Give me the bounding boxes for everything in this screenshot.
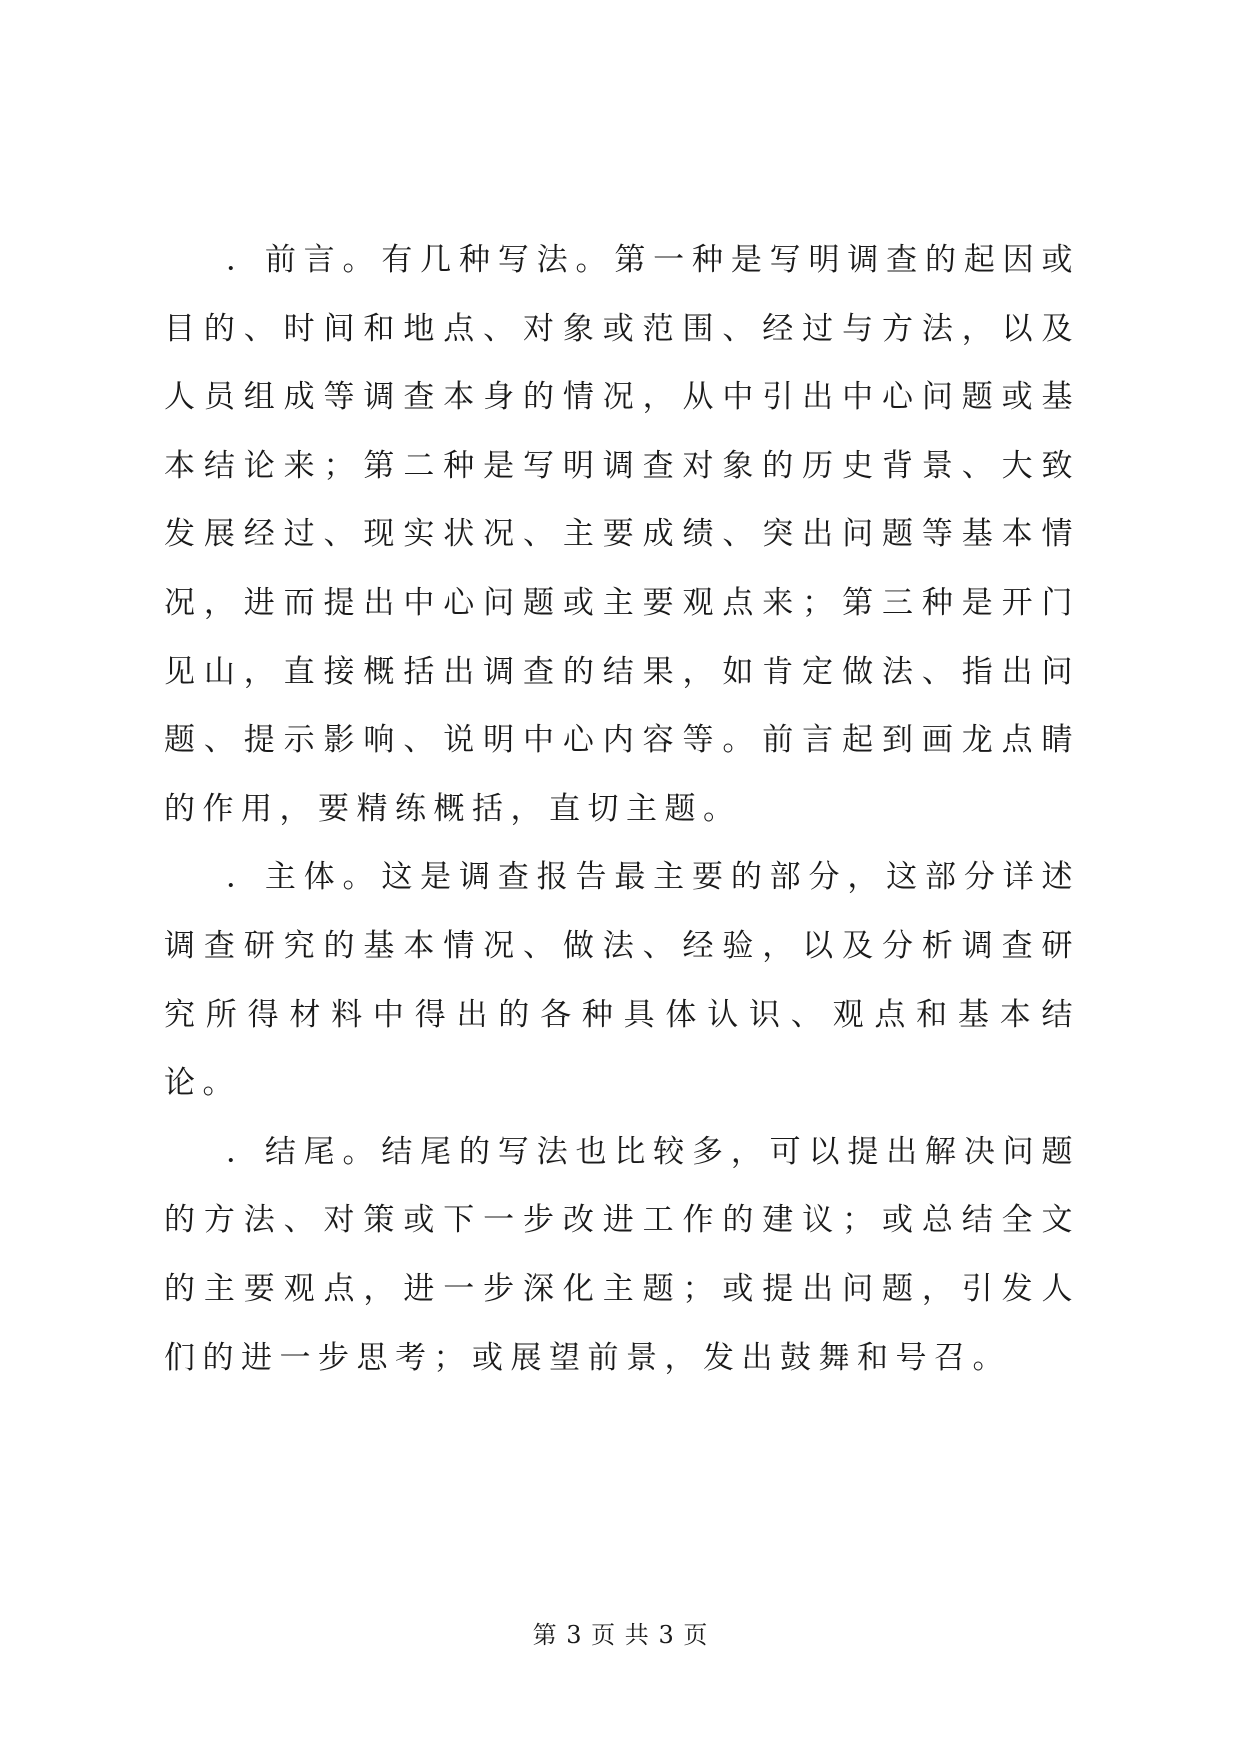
paragraph-preface: ．前言。有几种写法。第一种是写明调查的起因或目的、时间和地点、对象或范围、经过与方法，以及人员组成等调查本身的情况，从中引出中心问题或基本结论来；第二种是写明调查对象的历史背景、大致发展经过、现实状况、主要成绩、突出问题等基本情况，进而提出中心问题或主要观点来；第三种是开门见山，直接概括出调查的结果，如肯定做法、指出问题、提示影响、说明中心内容等。前言起到画龙点睛的作用，要精练概括，直切主题。 <box>164 242 1080 827</box>
paragraph-main-body: ．主体。这是调查报告最主要的部分，这部分详述调查研究的基本情况、做法、经验，以及分析调查研究所得材料中得出的各种具体认识、观点和基本结论。 <box>164 859 1080 1102</box>
body-text <box>164 226 1080 1392</box>
paragraph-conclusion: ．结尾。结尾的写法也比较多，可以提出解决问题的方法、对策或下一步改进工作的建议；或总结全文的主要观点，进一步深化主题；或提出问题，引发人们的进一步思考；或展望前景，发出鼓舞和号召。 <box>164 1133 1080 1376</box>
page-number-footer: 第 3 页 共 3 页 <box>532 1621 709 1649</box>
